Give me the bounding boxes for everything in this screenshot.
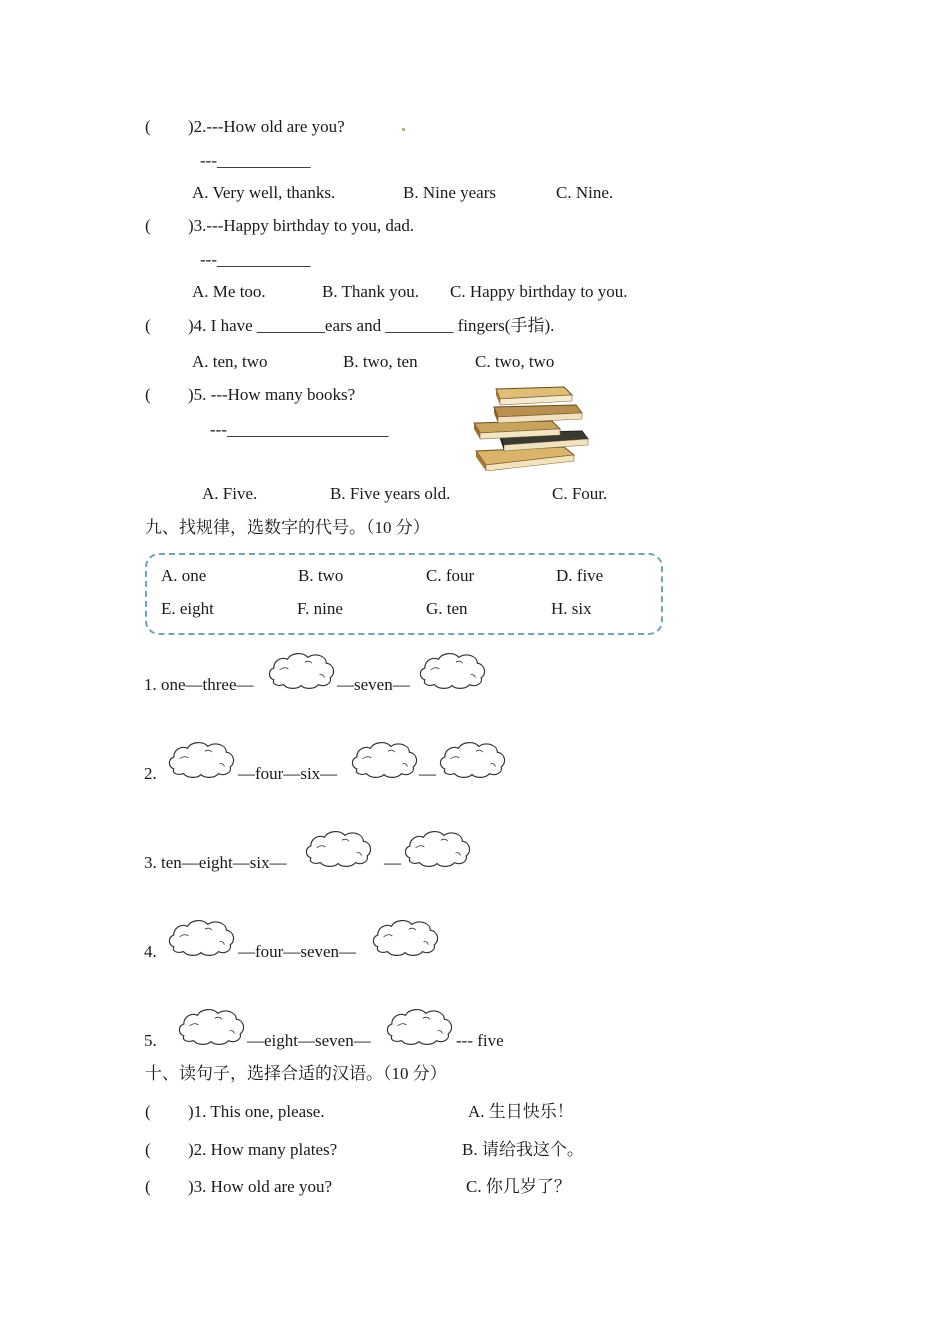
- answer-line: ---___________: [200, 151, 311, 170]
- question-4: )4. I have ________ears and ________ fingers(手指).: [188, 316, 555, 335]
- sequence-row-2: 2.: [144, 764, 157, 783]
- option-item: F. nine: [297, 599, 343, 618]
- cloud-blank[interactable]: [417, 650, 487, 692]
- cloud-blank[interactable]: [370, 917, 440, 959]
- option-b: B. Five years old.: [330, 484, 451, 503]
- section-9-title: 九、找规律，选数字的代号。（10 分）: [145, 518, 430, 537]
- answer-paren[interactable]: (: [145, 1102, 151, 1121]
- stray-mark: [402, 128, 405, 131]
- cloud-blank[interactable]: [166, 739, 236, 781]
- option-item: A. one: [161, 566, 207, 585]
- cloud-blank[interactable]: [437, 739, 507, 781]
- option-a: A. ten, two: [192, 352, 268, 371]
- option-c: C. Nine.: [556, 183, 614, 202]
- match-question-3: )3. How old are you?: [188, 1177, 332, 1196]
- match-question-2: )2. How many plates?: [188, 1140, 338, 1159]
- match-option-c: C. 你几岁了？: [466, 1177, 571, 1196]
- answer-paren[interactable]: (: [145, 1140, 151, 1159]
- option-b: B. Thank you.: [322, 282, 419, 301]
- sequence-text: —seven—: [337, 675, 410, 694]
- option-item: D. five: [556, 566, 604, 585]
- option-c: C. Happy birthday to you.: [450, 282, 628, 301]
- cloud-blank[interactable]: [176, 1006, 246, 1048]
- sequence-row-3: 3. ten—eight—six—: [144, 853, 287, 872]
- sequence-row-5: 5.: [144, 1031, 157, 1050]
- match-option-b: B. 请给我这个。: [462, 1140, 584, 1159]
- answer-paren[interactable]: (: [145, 117, 151, 136]
- answer-line: ---___________________: [210, 420, 389, 439]
- option-item: E. eight: [161, 599, 214, 618]
- cloud-blank[interactable]: [166, 917, 236, 959]
- cloud-blank[interactable]: [402, 828, 472, 870]
- cloud-blank[interactable]: [303, 828, 373, 870]
- option-a: A. Me too.: [192, 282, 266, 301]
- sequence-text: —four—seven—: [238, 942, 357, 961]
- sequence-row-1: 1. one—three—: [144, 675, 254, 694]
- sequence-text: —: [384, 853, 401, 872]
- sequence-row-4: 4.: [144, 942, 157, 961]
- option-item: G. ten: [426, 599, 468, 618]
- answer-line: ---___________: [200, 250, 311, 269]
- option-c: C. two, two: [475, 352, 555, 371]
- cloud-blank[interactable]: [266, 650, 336, 692]
- sequence-text: —: [419, 764, 436, 783]
- option-item: C. four: [426, 566, 475, 585]
- answer-paren[interactable]: (: [145, 316, 151, 335]
- option-b: B. two, ten: [343, 352, 418, 371]
- option-c: C. Four.: [552, 484, 608, 503]
- answer-paren[interactable]: (: [145, 1177, 151, 1196]
- sequence-text: —four—six—: [238, 764, 338, 783]
- option-b: B. Nine years: [403, 183, 497, 202]
- question-3: )3.---Happy birthday to you, dad.: [188, 216, 415, 235]
- sequence-text: —eight—seven—: [247, 1031, 371, 1050]
- books-image: [470, 385, 595, 471]
- sequence-text: --- five: [456, 1031, 504, 1050]
- match-question-1: )1. This one, please.: [188, 1102, 325, 1121]
- option-item: B. two: [298, 566, 344, 585]
- answer-paren[interactable]: (: [145, 216, 151, 235]
- option-a: A. Very well, thanks.: [192, 183, 336, 202]
- question-5: )5. ---How many books?: [188, 385, 356, 404]
- answer-paren[interactable]: (: [145, 385, 151, 404]
- option-item: H. six: [551, 599, 592, 618]
- option-a: A. Five.: [202, 484, 258, 503]
- cloud-blank[interactable]: [349, 739, 419, 781]
- section-10-title: 十、读句子，选择合适的汉语。（10 分）: [145, 1064, 447, 1083]
- cloud-blank[interactable]: [384, 1006, 454, 1048]
- match-option-a: A. 生日快乐！: [468, 1102, 574, 1121]
- question-2: )2.---How old are you?: [188, 117, 345, 136]
